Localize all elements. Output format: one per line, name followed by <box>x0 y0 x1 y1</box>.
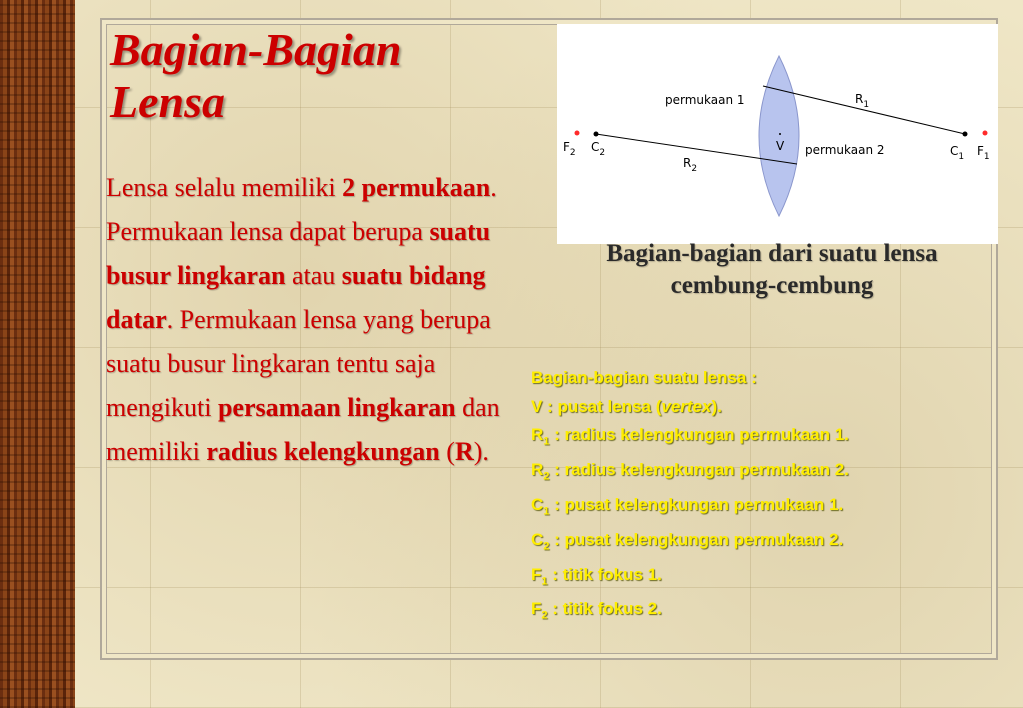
legend-item-c1 <box>531 491 1001 526</box>
label-r2-sub: 2 <box>691 164 698 174</box>
c2-point <box>594 132 599 137</box>
label-c1-sub: 1 <box>958 152 965 162</box>
legend-text: : pusat kelengkungan permukaan 1. <box>549 494 844 514</box>
body-bold-3: suatu bidang datar <box>106 261 486 334</box>
legend-sub: 1 <box>543 505 550 518</box>
vertex-point <box>779 133 781 135</box>
legend-vertex <box>531 393 1001 422</box>
label-r2 <box>683 156 697 174</box>
body-text-5: dan memiliki <box>106 393 500 466</box>
legend-sym: C <box>531 494 544 514</box>
legend-text: : pusat kelengkungan permukaan 2. <box>549 529 844 549</box>
legend-sym: C <box>531 529 544 549</box>
f2-point <box>575 131 580 136</box>
legend-sub: 2 <box>541 609 548 622</box>
legend-vertex-post: ). <box>711 396 722 416</box>
label-c2 <box>591 140 605 158</box>
body-text-2: . Permukaan lensa dapat berupa <box>106 173 497 246</box>
body-text-1: Lensa selalu memiliki <box>106 173 343 202</box>
label-r1-sub: 1 <box>863 100 870 110</box>
label-c2-sub: 2 <box>599 148 606 158</box>
label-f2-sub: 2 <box>569 148 576 158</box>
label-r2-letter: R <box>683 156 692 170</box>
label-c1 <box>950 144 964 162</box>
c1-point <box>963 132 968 137</box>
page-title: Bagian-Bagian Lensa <box>110 24 402 127</box>
caption-line-2: cembung-cembung <box>670 272 874 299</box>
lens-shape <box>759 56 799 216</box>
label-f1 <box>977 144 990 162</box>
lens-diagram <box>557 24 998 244</box>
body-text-6: ( <box>439 437 455 466</box>
legend-item-r2 <box>531 456 1001 491</box>
body-bold-4: persamaan lingkaran <box>217 393 456 422</box>
legend-text: : titik fokus 1. <box>547 564 662 584</box>
body-text-7: ). <box>473 437 489 466</box>
legend-heading: Bagian-bagian suatu lensa : <box>531 368 757 387</box>
legend-sym: F <box>531 599 542 619</box>
legend-sym: R <box>531 425 544 444</box>
body-bold-5: radius kelengkungan <box>206 437 440 466</box>
legend-sub: 2 <box>543 470 550 483</box>
legend-vertex-pre: V : pusat lensa ( <box>531 396 662 416</box>
legend-item-f2 <box>531 595 1001 630</box>
caption-line-1: Bagian-bagian dari suatu lensa <box>606 240 938 267</box>
label-r1 <box>855 92 869 110</box>
legend-text: : radius kelengkungan permukaan 1. <box>549 425 849 444</box>
legend-item-r1 <box>531 421 1001 456</box>
legend-text: : titik fokus 2. <box>547 599 662 619</box>
body-bold-2: suatu busur lingkaran <box>106 217 491 290</box>
label-c2-letter: C <box>591 140 600 154</box>
label-f2 <box>563 140 576 158</box>
label-f1-letter: F <box>977 144 984 158</box>
body-text-4: . Permukaan lensa yang berupa suatu busur lingkaran tentu saja mengikuti <box>106 305 491 422</box>
legend-list <box>531 364 1001 630</box>
label-r1-letter: R <box>855 92 864 106</box>
legend-item-c2 <box>531 526 1001 561</box>
f1-point <box>983 131 988 136</box>
label-permukaan-1: permukaan 1 <box>665 93 745 107</box>
legend-sub: 1 <box>541 574 548 587</box>
lens-diagram-svg <box>557 24 998 244</box>
label-permukaan-2: permukaan 2 <box>805 143 885 157</box>
label-vertex: V <box>776 139 785 153</box>
legend-sym: R <box>531 459 544 479</box>
legend-sub: 1 <box>543 435 550 448</box>
legend-sub: 2 <box>543 540 550 553</box>
legend-vertex-italic: vertex <box>661 396 712 416</box>
body-text-3: atau <box>285 261 342 290</box>
body-paragraph <box>106 166 526 474</box>
legend-text: : radius kelengkungan permukaan 2. <box>549 459 849 479</box>
wood-sidebar <box>0 0 75 708</box>
label-f1-sub: 1 <box>983 152 990 162</box>
figure-caption <box>556 238 988 302</box>
legend-sym: F <box>531 564 542 584</box>
label-f2-letter: F <box>563 140 570 154</box>
legend-item-f1 <box>531 561 1001 596</box>
body-bold-1: 2 permukaan <box>342 173 491 202</box>
label-c1-letter: C <box>950 144 959 158</box>
body-bold-6: R <box>454 437 474 466</box>
